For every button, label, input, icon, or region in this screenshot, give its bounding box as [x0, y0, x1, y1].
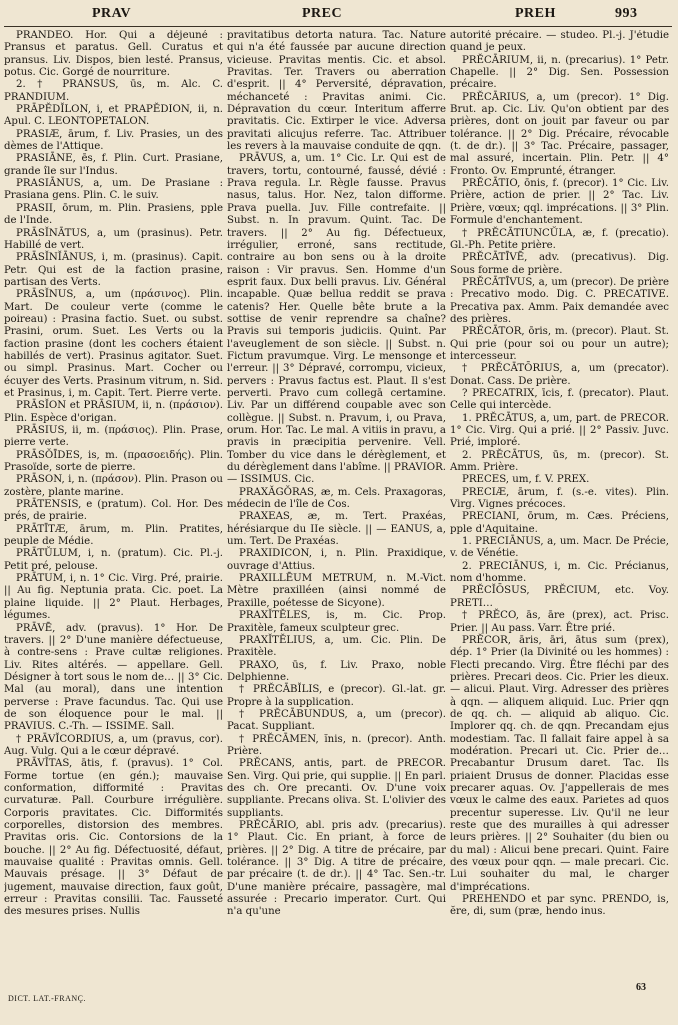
- dictionary-entry: 2. PRĔCĀTUS, ūs, m. (precor). St. Amm. Prière.: [450, 449, 669, 474]
- dictionary-entry: PRAXO, ūs, f. Liv. Praxo, noble Delphienne.: [227, 659, 446, 683]
- header-middle-guide-word: PREC: [302, 6, 343, 21]
- dictionary-entry: PRAXIDICON, i, n. Plin. Praxidique, ouvrage d'Attius.: [227, 548, 446, 572]
- dictionary-entry: PRĀVĒ, adv. (pravus). 1° Hor. De travers. || 2° D'une manière défectueuse, à contre-sens : Prave cultæ religiones. Liv. Rites altérés. — appellare. Gell. Désigner à tort sous le nom de… || 3° Cic. Mal (au moral), dans une intention perverse : Prave facundus. Tac. Qui use de son éloquence pour le mal. || PRAVIUS. C.-Th. — ISSIME. Sall.: [4, 622, 223, 733]
- dictionary-entry: PRĀTŬLUM, i, n. (pratum). Cic. Pl.-j. Petit pré, pelouse.: [4, 548, 223, 572]
- dictionary-entry: PRĔCANS, antis, part. de PRECOR. Sen. Virg. Qui prie, qui supplie. || En parl. des ch. Ore precanti. Ov. D'une voix suppliante. Precans oliva. St. L'olivier des suppliants.: [227, 758, 446, 819]
- dictionary-entry: PRĀTĪTÆ, ārum, m. Plin. Pratites, peuple de Médie.: [4, 523, 223, 548]
- dictionary-entry: PRĔCĀRIUS, a, um (precor). 1° Dig. Brut. ap. Cic. Liv. Qu'on obtient par des prières, dont on jouit par faveur ou par tolérance. || 2° Dig. Précaire, révocable (t. de dr.). || 3° Tac. Précaire, passager, mal assuré, incertain. Plin. Petr. || 4° Fronto. Ov. Emprunté, étranger.: [450, 91, 669, 177]
- header-right-guide-word: PREH: [515, 6, 556, 21]
- dictionary-entry: PRAXILLĒUM METRUM, n. M.-Vict. Mètre praxilléen (ainsi nommé de Praxille, poétesse de Sicyone).: [227, 573, 446, 609]
- dictionary-entry: † PRĔCĀBUNDUS, a, um (precor). Pacat. Suppliant.: [227, 708, 446, 733]
- dictionary-entry: PRAXĂGŎRAS, æ, m. Cels. Praxagoras, médecin de l'île de Cos.: [227, 486, 446, 511]
- dictionary-entry: † PRĔCĀBĬLIS, e (precor). Gl.-lat. gr. Propre à la supplication.: [227, 684, 446, 708]
- dictionary-entry: PRĔCOR, āris, āri, ātus sum (prex), dép. 1° Prier (la Divinité ou les hommes) : Flecti precando. Virg. Être fléchi par des prières. Precari deos. Cic. Prier les dieux. — alicui. Plaut. Virg. Adresser des prières à qqn. — aliquem aliquid. Luc. Prier qqn de qq. ch. — aliquid ab aliquo. Cic. Implorer qq. ch. de qqn. Precandam ejus modestiam. Tac. Il fallait faire appel à sa modération. Precari ut. Cic. Prier de… Precabantur Drusum daret. Tac. Ils priaient Drusus de donner. Placidas esse precarer aquas. Ov. J'appellerais de mes vœux le calme des eaux. Parietes ad quos precentur superesse. Liv. Qu'il ne leur reste que des murailles à qui adresser leurs prières. || 2° Souhaiter (du bien ou du mal) : Alicui bene precari. Quint. Faire des vœux pour qqn. — male precari. Cic. Lui souhaiter du mal, le charger d'imprécations.: [450, 634, 669, 893]
- dictionary-entry: autorité précaire. — studeo. Pl.-j. J'étudie quand je peux.: [450, 30, 669, 54]
- dictionary-entry: † PRĔCĀTŌRIUS, a, um (precator). Donat. Cass. De prière.: [450, 363, 669, 387]
- header-left-guide-word: PRAV: [92, 6, 132, 21]
- running-header: [0, 6, 678, 28]
- dictionary-entry: PRĀSĬNĬĀNUS, i, m. (prasinus). Capit. Petr. Qui est de la faction prasine, partisan des Verts.: [4, 252, 223, 288]
- dictionary-entry: PRECES, um, f. V. PREX.: [462, 474, 590, 486]
- dictionary-entry: PRASIĀNUS, a, um. De Prasiane : Prasiana gens. Plin. C. le suiv.: [4, 178, 223, 202]
- dictionary-entry: PRĔCĀTĪVUS, a, um (precor). De prière : Precativo modo. Dig. C. PRECATIVE. Precativa pax. Amm. Paix demandée avec des prières.: [450, 276, 669, 325]
- dictionary-entry: PRĀPĔDĬLON, i, et PRAPĔDION, ii, n. Apul. C. LEONTOPETALON.: [4, 104, 223, 128]
- dictionary-entry: PREHENDO et par sync. PRENDO, is, ĕre, di, sum (præ, hendo inus.: [450, 894, 669, 918]
- dictionary-entry: PRĀSĬON et PRĀSIUM, ii, n. (πράσιον). Plin. Espèce d'origan.: [4, 400, 223, 424]
- dictionary-entry: † PRĔCO, ās, āre (prex), act. Prisc. Prier. || Au pass. Varr. Être prié.: [450, 610, 669, 634]
- dictionary-entry: † PRĀVĬCORDIUS, a, um (pravus, cor). Aug. Vulg. Qui a le cœur dépravé.: [4, 733, 223, 757]
- dictionary-entry: PRĀSON, i, n. (πράσον). Plin. Prason ou zostère, plante marine.: [4, 474, 223, 498]
- column-2: [227, 30, 446, 990]
- column-1: [4, 30, 223, 990]
- dictionary-entry: PRECIANI, ōrum, m. Cæs. Préciens, pple d'Aquitaine.: [450, 511, 669, 535]
- dictionary-entry: PRAXĬTĔLIUS, a, um. Cic. Plin. De Praxitèle.: [227, 634, 446, 659]
- dictionary-entry: PRAXEAS, æ, m. Tert. Praxéas, hérésiarque du IIe siècle. || — EANUS, a, um. Tert. De Praxéas.: [227, 511, 446, 548]
- dictionary-entry: PRĔCĀRIUM, ii, n. (precarius). 1° Petr. Chapelle. || 2° Dig. Sen. Possession précaire.: [450, 54, 669, 91]
- dictionary-entry: PRĔCĀTOR, ōris, m. (precor). Plaut. St. Qui prie (pour soi ou pour un autre); intercesseur.: [450, 326, 669, 362]
- dictionary-entry: PRĔCĀRIO, abl. pris adv. (precarius). 1° Plaut. Cic. En priant, à force de prières. || 2° Dig. A titre de précaire, par tolérance. || 3° Dig. A titre de précaire, par précaire (t. de dr.). || 4° Tac. Sen.-tr. D'une manière précaire, passagère, mal assurée : Precario imperator. Curt. Qui n'a qu'une: [227, 820, 446, 918]
- dictionary-entry: pravitatibus detorta natura. Tac. Nature qui n'a été faussée par aucune direction vicieuse. Pravitas mentis. Cic. et absol. Pravitas. Ter. Travers ou aberration d'esprit. || 4° Perversité, dépravation, méchanceté : Pravitas animi. Cic. Dépravation du cœur. Interitum afferre pravitatis. Cic. Extirper le vice. Adversa pravitati alicujus referre. Tac. Attribuer les revers à la mauvaise conduite de qqn.: [227, 30, 446, 153]
- dictionary-entry: ? PRECATRIX, īcis, f. (precator). Plaut. Celle qui intercède.: [450, 387, 669, 412]
- dictionary-entry: PRĔCĀTIO, ōnis, f. (precor). 1° Cic. Liv. Prière, action de prier. || 2° Tac. Liv. Prière, vœux; qql. imprécations. || 3° Plin. Formule d'enchantement.: [450, 178, 669, 227]
- gathering-number: 63: [636, 982, 646, 993]
- signature-mark: DICT. LAT.-FRANÇ.: [8, 994, 86, 1003]
- dictionary-entry: PRĀVĬTAS, ātis, f. (pravus). 1° Col. Forme tortue (en gén.); mauvaise conformation, difformité : Pravitas curvaturæ. Pall. Courbure irrégulière. Corporis pravitates. Cic. Difformités corporelles, distorsion des membres. Pravitas oris. Cic. Contorsions de la bouche. || 2° Au fig. Défectuosité, défaut, mauvaise qualité : Pravitas omnis. Gell. Mauvais présage. || 3° Défaut de jugement, mauvaise direction, faux goût, erreur : Pravitas consilii. Tac. Fausseté des mesures prises. Nullis: [4, 758, 223, 918]
- dictionary-entry: PRĔCĀTĪVĒ, adv. (precativus). Dig. Sous forme de prière.: [450, 252, 669, 276]
- dictionary-entry: PRĀSŎĪDES, is, m. (πρασοειδής). Plin. Prasoïde, sorte de pierre.: [4, 449, 223, 474]
- dictionary-entry: PRĀTENSIS, e (pratum). Col. Hor. Des prés, de prairie.: [4, 499, 223, 523]
- dictionary-entry: PRAXĬTĔLES, is, m. Cic. Prop. Praxitèle, fameux sculpteur grec.: [227, 610, 446, 634]
- dictionary-entry: PRĀVUS, a, um. 1° Cic. Lr. Qui est de travers, tortu, contourné, faussé, dévié : Prava regula. Lr. Règle fausse. Pravus nasus, talus. Hor. Nez, talon difforme. Prava puella. Juv. Fille contrefaite. || Subst. n. In pravum. Quint. Tac. De travers. || 2° Au fig. Défectueux, irrégulier, erroné, sans rectitude, contraire au bon sens ou à la droite raison : Vir pravus. Sen. Homme d'un esprit faux. Dux belli pravus. Liv. Général incapable. Quæ bellua reddit se prava catenis? Her. Quelle bête brute a la sottise de venir reprendre sa chaîne? Pravis sui temporis judiciis. Quint. Par l'aveuglement de son siècle. || Subst. n. Fictum pravumque. Virg. Le mensonge et l'erreur. || 3° Dépravé, corrompu, vicieux, pervers : Pravus factus est. Plaut. Il s'est perverti. Pravo cum collegā certamine. Liv. Par un différend coupable avec son collègue. || Subst. n. Pravum, i, ou Prava, orum. Hor. Tac. Le mal. A vitiis in pravu, a pravis in præcipitia pervenire. Vell. Tomber du vice dans le dérèglement, et du dérèglement dans l'abîme. || PRAVIOR. — ISSIMUS. Cic.: [227, 153, 446, 486]
- dictionary-entry: † PRĔCĀMEN, ĭnis, n. (precor). Anth. Prière.: [227, 733, 446, 757]
- dictionary-entry: PRĀTUM, i, n. 1° Cic. Virg. Pré, prairie. || Au fig. Neptunia prata. Cic. poet. La plaine liquide. || 2° Plaut. Herbages, légumes.: [4, 573, 223, 622]
- dictionary-entry: PRANDEO. Hor. Qui a déjeuné : Pransus et paratus. Gell. Curatus et pransus. Liv. Dispos, bien lesté. Pransus, potus. Cic. Gorgé de nourriture.: [4, 30, 223, 79]
- dictionary-entry: † PRĔCĀTIUNCŬLA, æ, f. (precatio). Gl.-Ph. Petite prière.: [450, 227, 669, 251]
- dictionary-entry: 2. † PRANSUS, ūs, m. Alc. C. PRANDIUM.: [4, 79, 223, 103]
- dictionary-entry: PRASIĀNE, ēs, f. Plin. Curt. Prasiane, grande île sur l'Indus.: [4, 153, 223, 177]
- dictionary-entry: 2. PRECIĀNUS, i, m. Cic. Précianus, nom d'homme.: [450, 560, 669, 585]
- dictionary-entry: PRASII, ōrum, m. Plin. Prasiens, pple de l'Inde.: [4, 202, 223, 227]
- dictionary-entry: PRĔCĬŌSUS, PRĔCIUM, etc. Voy. PRETI…: [450, 585, 669, 609]
- dictionary-entry: PRASIÆ, ārum, f. Liv. Prasies, un des dèmes de l'Attique.: [4, 128, 223, 153]
- dictionary-entry: 1. PRECIĀNUS, a, um. Macr. De Précie, v. de Vénétie.: [450, 536, 669, 560]
- column-3: [450, 30, 669, 990]
- dictionary-entry: 1. PRĔCĀTUS, a, um, part. de PRECOR. 1° Cic. Virg. Qui a prié. || 2° Passiv. Juvc. Prié, imploré.: [450, 412, 669, 449]
- page-number: 993: [615, 6, 638, 21]
- dictionary-entry: PRĀSĬNUS, a, um (πράσινος). Plin. Mart. De couleur verte (comme le poireau) : Prasina factio. Suet. ou subst. Prasini, orum. Suet. Les Verts ou la faction prasine (dont les cochers étaient habillés de vert). Prasinus agitator. Suet. ou simpl. Prasinus. Mart. Cocher ou écuyer des Verts. Prasinum vitrum, n. Sid. et Prasinus, i, m. Capit. Tert. Pierre verte.: [4, 289, 223, 399]
- dictionary-entry: PRĀSIUS, ii, m. (πράσιος). Plin. Prase, pierre verte.: [4, 425, 223, 449]
- dictionary-entry: PRECIÆ, ārum, f. (s.-e. vites). Plin. Virg. Vignes précoces.: [450, 486, 669, 511]
- dictionary-entry: PRĀSĬNĀTUS, a, um (prasinus). Petr. Habillé de vert.: [4, 227, 223, 251]
- header-rule: [4, 26, 672, 27]
